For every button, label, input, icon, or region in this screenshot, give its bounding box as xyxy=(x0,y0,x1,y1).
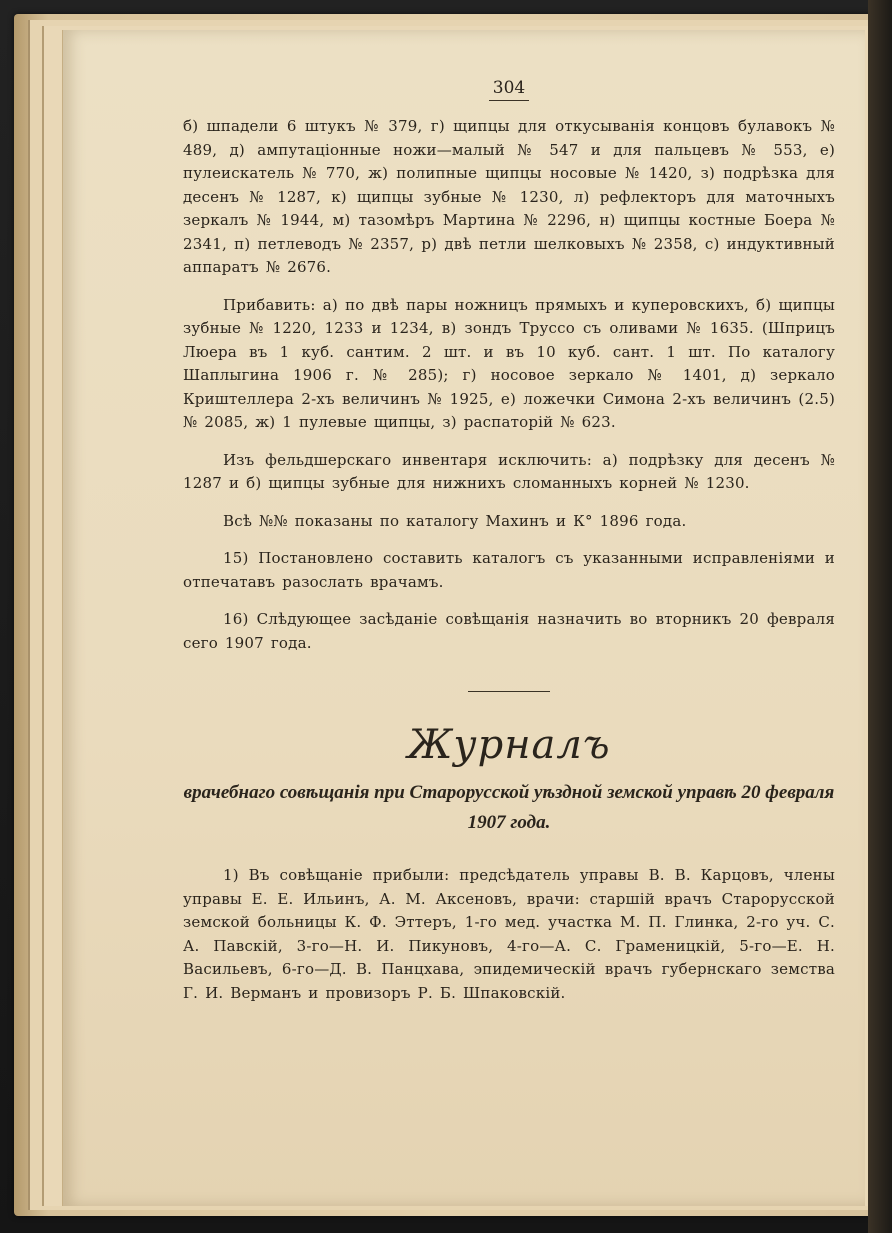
page-number-rule xyxy=(489,100,529,101)
page-number: 304 xyxy=(492,78,526,98)
paragraph-p5: 15) Постановлено составить каталогъ съ указанными исправленіями и отпечатавъ разослать врачамъ. xyxy=(183,549,835,591)
paragraph-p2: Прибавить: а) по двѣ пары ножницъ прямыхъ и куперовскихъ, б) щипцы зубные № 1220, 1233 и 1234, в) зондъ Труссо съ оливами № 1635. (Шприцъ Люера въ 1 куб. сантим. 2 шт. и въ 10 куб. сант. 1 шт. По каталогу Шаплыгина 1906 г. № 285); г) носовое зеркало № 1401, д) зеркало Криштеллера 2-хъ величинъ № 1925, е) ложечки Симона 2-хъ величинъ (2.5) № 2085, ж) 1 пулевые щипцы, з) распаторій № 623. xyxy=(183,295,835,431)
paragraph-p6: 16) Слѣдующее засѣданіе совѣщанія назначить во вторникъ 20 февраля сего 1907 года. xyxy=(183,610,835,652)
page-content xyxy=(183,78,835,1019)
journal-subtitle: врачебнаго совѣщанія при Старорусской уѣздной земской управѣ 20 февраля 1907 года. xyxy=(183,782,835,833)
attendance-paragraph: 1) Въ совѣщаніе прибыли: предсѣдатель управы В. В. Карцовъ, члены управы Е. Е. Ильинъ, А. М. Аксеновъ, врачи: старшій врачъ Старорусской земской больницы К. Ф. Эттеръ, 1-го мед. участка М. П. Глинка, 2-го уч. С. А. Павскій, 3-го—Н. И. Пикуновъ, 4-го—А. С. Граменицкій, 5-го—Е. Н. Васильевъ, 6-го—Д. В. Панцхава, эпидемическій врачъ губернскаго земства Г. И. Верманъ и провизоръ Р. Б. Шпаковскій. xyxy=(183,866,835,1002)
page xyxy=(62,30,865,1206)
section-divider xyxy=(468,691,550,692)
paragraph-p1: б) шпадели 6 штукъ № 379, г) щипцы для откусыванія концовъ булавокъ № 489, д) ампутаціонные ножи—малый № 547 и для пальцевъ № 553, е) пулеискатель № 770, ж) полипные щипцы носовые № 1420, з) подрѣзка для десенъ № 1287, к) щипцы зубные № 1230, л) рефлекторъ для маточныхъ зеркалъ № 1944, м) тазомѣръ Мартина № 2296, н) щипцы костные Боера № 2341, п) петлеводъ № 2357, р) двѣ петли шелковыхъ № 2358, с) индуктивный аппаратъ № 2676. xyxy=(183,117,835,276)
paragraph-p4: Всѣ №№ показаны по каталогу Махинъ и К° 1896 года. xyxy=(223,511,687,530)
journal-title: Журналъ xyxy=(407,722,611,768)
paragraph-p3: Изъ фельдшерскаго инвентаря исключить: а) подрѣзку для десенъ № 1287 и б) щипцы зубные для нижнихъ сломанныхъ корней № 1230. xyxy=(183,450,835,492)
binding-shadow xyxy=(868,0,892,1233)
paragraph-list xyxy=(183,115,835,655)
